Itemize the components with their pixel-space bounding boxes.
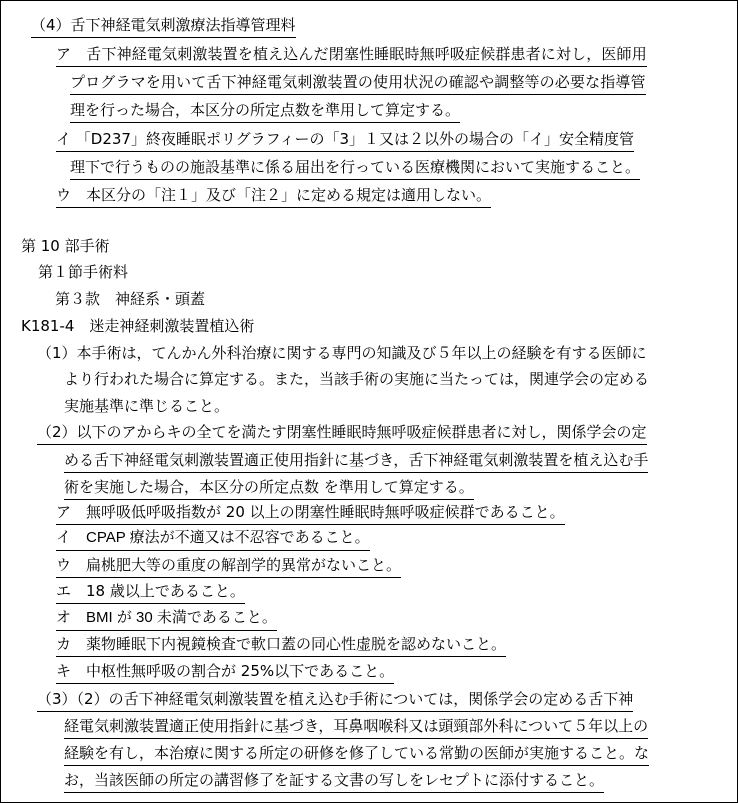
section-4-item-a-line-2: プログラマを用いて舌下神経電気刺激装置の使用状況の確認や調整等の必要な指導管 bbox=[70, 73, 646, 95]
k-item-1-line-1: （1）本手術は，てんかん外科治療に関する専門の知識及び５年以上の経験を有する医師に bbox=[37, 344, 647, 362]
section-4-item-a-line-3: 理を行った場合，本区分の所定点数を準用して算定する。 bbox=[70, 101, 460, 123]
section-4-item-u: ウ 本区分の「注１」及び「注２」に定める規定は適用しない。 bbox=[56, 186, 491, 208]
k-item-2-line-2: める舌下神経電気刺激装置適正使用指針に基づき，舌下神経電気刺激装置を植え込む手 bbox=[64, 451, 648, 473]
k-item-3-line-4: お，当該医師の所定の講習修了を証する文書の写しをレセプトに添付すること。 bbox=[64, 771, 604, 793]
k-item-2-line-3: 術を実施した場合，本区分の所定点数 を準用して算定する。 bbox=[64, 478, 474, 500]
criterion-u: ウ 扁桃肥大等の重度の解剖学的異常がないこと。 bbox=[56, 556, 401, 578]
section-title: 第１節手術料 bbox=[38, 263, 129, 281]
k-item-1-line-2: より行われた場合に算定する。また，当該手術の実施に当たっては，関連学会の定める bbox=[64, 370, 650, 388]
criterion-ka: カ 薬物睡眠下内視鏡検査で軟口蓋の同心性虚脱を認めないこと。 bbox=[56, 635, 506, 657]
criterion-o: オ BMI が 30 未満であること。 bbox=[56, 609, 277, 631]
criterion-a: ア 無呼吸低呼吸指数が 20 以上の閉塞性睡眠時無呼吸症候群であること。 bbox=[56, 503, 565, 525]
criterion-i: イ CPAP 療法が不適又は不忍容であること。 bbox=[56, 529, 370, 551]
procedure-code-title: K181-4 迷走神経刺激装置植込術 bbox=[21, 317, 255, 335]
k-item-3-line-3: 経験を有し，本治療に関する所定の研修を修了している常勤の医師が実施すること。な bbox=[64, 744, 649, 766]
k-item-1-line-3: 実施基準に準じること。 bbox=[64, 397, 230, 415]
section-4-item-a-line-1: ア 舌下神経電気刺激装置を植え込んだ閉塞性睡眠時無呼吸症候群患者に対し，医師用 bbox=[56, 45, 647, 67]
section-4-heading: （4）舌下神経電気刺激療法指導管理料 bbox=[31, 16, 296, 38]
criterion-e: エ 18 歳以上であること。 bbox=[56, 582, 245, 604]
section-4-item-i-line-1: イ 「D237」終夜睡眠ポリグラフィーの「3」１又は２以外の場合の「イ」安全精度管 bbox=[56, 130, 634, 152]
subsection-title: 第３款 神経系・頭蓋 bbox=[55, 290, 206, 308]
k-item-3-line-2: 経電気刺激装置適正使用指針に基づき，耳鼻咽喉科又は頭頸部外科について５年以上の bbox=[64, 717, 648, 739]
section-4-item-i-line-2: 理下で行うものの施設基準に係る届出を行っている医療機関において実施すること。 bbox=[70, 158, 640, 180]
criterion-ki: キ 中枢性無呼吸の割合が 25%以下であること。 bbox=[56, 662, 394, 684]
k-item-3-line-1: （3）（2）の舌下神経電気刺激装置を植え込む手術については，関係学会の定める舌下神 bbox=[37, 690, 633, 712]
part-title: 第 10 部手術 bbox=[21, 237, 110, 255]
k-item-2-line-1: （2）以下のアからキの全てを満たす閉塞性睡眠時無呼吸症候群患者に対し，関係学会の定 bbox=[37, 423, 647, 445]
